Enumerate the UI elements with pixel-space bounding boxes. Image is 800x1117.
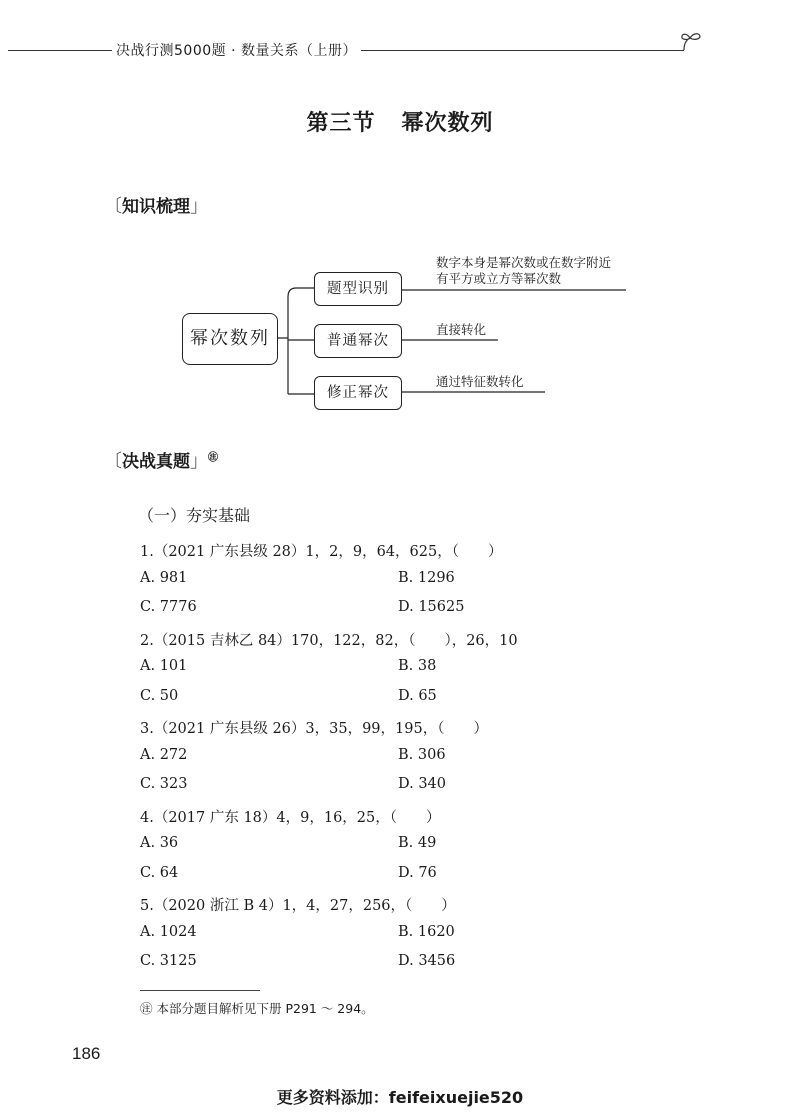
mindmap-branch-1: 题型识别 — [314, 272, 402, 306]
question-stem: 1.（2021 广东县级 28）1，2，9，64，625，（ ） — [140, 544, 503, 560]
section-number: 第三节 — [306, 111, 376, 136]
option-c: C. 7776 — [140, 599, 197, 615]
mindmap-desc-1-line-1: 数字本身是幂次数或在数字附近 — [436, 255, 612, 270]
footnote-text: 本部分题目解析见下册 P291 ～ 294。 — [156, 1001, 374, 1016]
question-stem: 2.（2015 吉林乙 84）170，122，82，（ ），26，10 — [140, 632, 518, 649]
option-c: C. 3125 — [140, 953, 197, 969]
section-name: 幂次数列 — [401, 111, 494, 136]
option-b: B. 1296 — [398, 569, 455, 586]
mindmap-desc-2: 直接转化 — [436, 322, 487, 337]
option-b: B. 49 — [398, 835, 437, 851]
option-d: D. 15625 — [398, 599, 465, 615]
option-a: A. 1024 — [140, 923, 197, 940]
option-d: D. 65 — [398, 687, 437, 704]
running-header-title: 决战行测5000题 · 数量关系（上册） — [112, 40, 361, 60]
option-a: A. 36 — [140, 835, 179, 851]
option-b: B. 38 — [398, 658, 437, 674]
mindmap-branch-3: 修正幂次 — [314, 376, 402, 410]
option-b: B. 1620 — [398, 923, 455, 940]
footnote — [140, 999, 374, 1017]
option-d: D. 340 — [398, 776, 447, 792]
mindmap-desc-1 — [436, 255, 611, 287]
option-b: B. 306 — [398, 746, 446, 763]
close-bracket-icon: 」 — [190, 451, 208, 472]
footnote-marker-icon: ㊟ — [140, 1001, 157, 1016]
knowledge-heading-text: 知识梳理 — [122, 197, 190, 217]
footnote-marker-icon: ㊟ — [208, 452, 218, 464]
close-bracket-icon: 」 — [190, 196, 208, 217]
page-number: 186 — [72, 1044, 101, 1063]
open-bracket-icon: 〔 — [104, 451, 122, 472]
mindmap-branch-2: 普通幂次 — [314, 324, 402, 358]
mindmap-desc-1-line-2: 有平方或立方等幂次数 — [436, 271, 562, 286]
question-stem: 4.（2017 广东 18）4，9，16，25，（ ） — [140, 809, 441, 826]
practice-heading-text: 决战真题 — [122, 452, 190, 472]
mindmap-root: 幂次数列 — [182, 313, 278, 365]
option-d: D. 3456 — [398, 953, 456, 969]
footnote-rule — [140, 990, 260, 991]
option-c: C. 323 — [140, 776, 188, 792]
question-stem: 5.（2020 浙江 B 4）1，4，27，256，（ ） — [140, 898, 456, 914]
option-d: D. 76 — [398, 864, 437, 881]
option-c: C. 50 — [140, 687, 179, 704]
mindmap-desc-3: 通过特征数转化 — [436, 374, 524, 389]
option-c: C. 64 — [140, 864, 179, 881]
practice-heading — [104, 447, 218, 473]
option-a: A. 981 — [140, 569, 188, 586]
watermark-text: 更多资料添加：feifeixuejie520 — [276, 1088, 524, 1107]
question-stem: 3.（2021 广东县级 26）3，35，99，195，（ ） — [140, 721, 488, 737]
open-bracket-icon: 〔 — [104, 196, 122, 217]
subsection-title: （一）夯实基础 — [138, 506, 251, 525]
option-a: A. 272 — [140, 746, 188, 763]
option-a: A. 101 — [140, 658, 188, 674]
